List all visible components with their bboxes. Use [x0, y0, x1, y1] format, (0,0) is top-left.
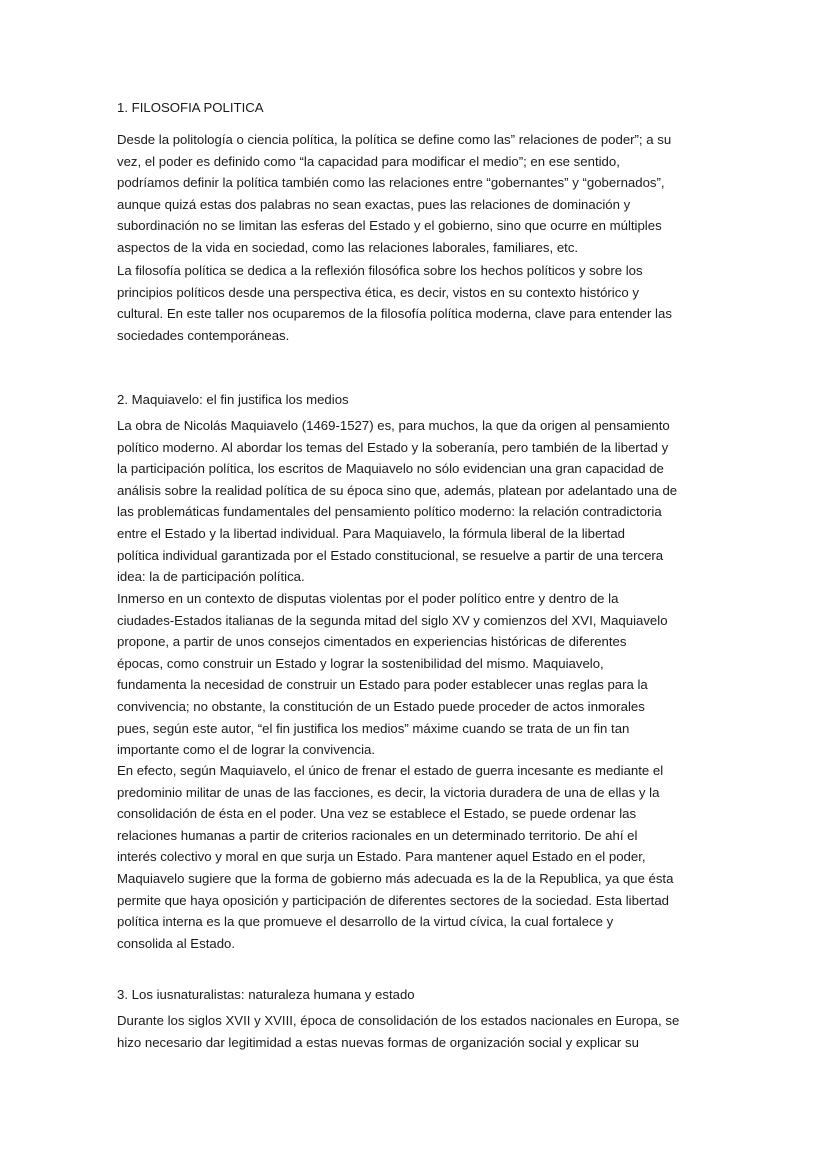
text-line: En efecto, según Maquiavelo, el único de frenar el estado de guerra incesante es mediante el [117, 763, 664, 778]
text-line: idea: la de participación política. [117, 569, 305, 585]
section-heading [117, 97, 264, 119]
text-line: consolidación de ésta en el poder. Una vez se establece el Estado, se puede ordenar las [117, 806, 637, 822]
text-line: interés colectivo y moral en que surja un Estado. Para mantener aquel Estado en el poder, [117, 849, 646, 865]
text-line: aspectos de la vida en sociedad, como las relaciones laborales, familiares, etc. [117, 239, 579, 255]
text-line: fundamenta la necesidad de construir un Estado para poder establecer unas reglas para la [117, 677, 648, 693]
text-line: la participación política, los escritos de Maquiavelo no sólo evidencian una gran capacidad de [117, 461, 664, 477]
paragraph [117, 129, 671, 259]
text-line: pues, según este autor, “el fin justifica los medios” máxime cuando se trata de un fin tan [117, 720, 630, 736]
text-line: permite que haya oposición y participación de diferentes sectores de la sociedad. Esta libertad [117, 892, 670, 908]
text-line: relaciones humanas a partir de criterios racionales en un determinado territorio. De ahí el [117, 827, 638, 843]
text-line: política individual garantizada por el Estado constitucional, se resuelve a partir de una tercera [117, 547, 664, 563]
text-line: 2. Maquiavelo: el fin justifica los medios [117, 392, 349, 407]
text-line: Durante los siglos XVII y XVIII, época de consolidación de los estados nacionales en Europa, se [117, 1013, 680, 1028]
text-line: hizo necesario dar legitimidad a estas nuevas formas de organización social y explicar su [117, 1034, 639, 1050]
paragraph [117, 588, 668, 761]
text-line: podríamos definir la política también como las relaciones entre “gobernantes” y “gobernados”, [117, 175, 665, 191]
paragraph [117, 760, 673, 954]
text-line: vez, el poder es definido como “la capacidad para modificar el medio”; en ese sentido, [117, 153, 620, 169]
text-line: sociedades contemporáneas. [117, 327, 290, 343]
text-line: Inmerso en un contexto de disputas violentas por el poder político entre y dentro de la [117, 591, 619, 606]
text-line: entre el Estado y la libertad individual. Para Maquiavelo, la fórmula liberal de la libertad [117, 525, 626, 541]
text-line: cultural. En este taller nos ocuparemos de la filosofía política moderna, clave para entender las [117, 306, 672, 322]
text-line: Maquiavelo sugiere que la forma de gobierno más adecuada es la de la Republica, ya que ésta [117, 870, 674, 886]
text-line: 1. FILOSOFIA POLITICA [117, 100, 264, 115]
text-line: 3. Los iusnaturalistas: naturaleza humana y estado [117, 987, 415, 1002]
text-line: épocas, como construir un Estado y lograr la sostenibilidad del mismo. Maquiavelo, [117, 655, 604, 671]
paragraph [117, 415, 677, 588]
text-line: principios políticos desde una perspectiva ética, es decir, vistos en su contexto histórico y [117, 284, 639, 300]
paragraph [117, 1010, 679, 1053]
text-line: política interna es la que promueve el desarrollo de la virtud cívica, la cual fortalece y [117, 914, 614, 930]
text-line: predominio militar de unas de las facciones, es decir, la victoria duradera de una de ellas y la [117, 784, 660, 800]
text-line: las problemáticas fundamentales del pensamiento político moderno: la relación contradictoria [117, 504, 662, 520]
text-line: ciudades-Estados italianas de la segunda mitad del siglo XV y comienzos del XVI, Maquiavelo [117, 612, 668, 628]
text-line: político moderno. Al abordar los temas del Estado y la soberanía, pero también de la libertad y [117, 439, 669, 455]
text-line: aunque quizá estas dos palabras no sean exactas, pues las relaciones de dominación y [117, 196, 631, 212]
text-line: subordinación no se limitan las esferas del Estado y el gobierno, sino que ocurre en múltiples [117, 218, 662, 234]
text-line: importante como el de lograr la convivencia. [117, 742, 376, 758]
text-line: consolida al Estado. [117, 935, 236, 951]
section-heading [117, 984, 415, 1006]
text-line: Desde la politología o ciencia política, la política se define como las” relaciones de poder”; a su [117, 132, 672, 147]
text-line: propone, a partir de unos consejos cimentados en experiencias históricas de diferentes [117, 634, 627, 650]
text-line: La obra de Nicolás Maquiavelo (1469-1527) es, para muchos, la que da origen al pensamiento [117, 418, 670, 433]
paragraph [117, 260, 672, 346]
section-heading [117, 389, 349, 411]
text-line: análisis sobre la realidad política de su época sino que, además, platean por adelantado una de [117, 482, 678, 498]
text-line: convivencia; no obstante, la constitución de un Estado puede proceder de actos inmorales [117, 698, 645, 714]
text-line: La filosofía política se dedica a la reflexión filosófica sobre los hechos políticos y sobre los [117, 263, 643, 278]
